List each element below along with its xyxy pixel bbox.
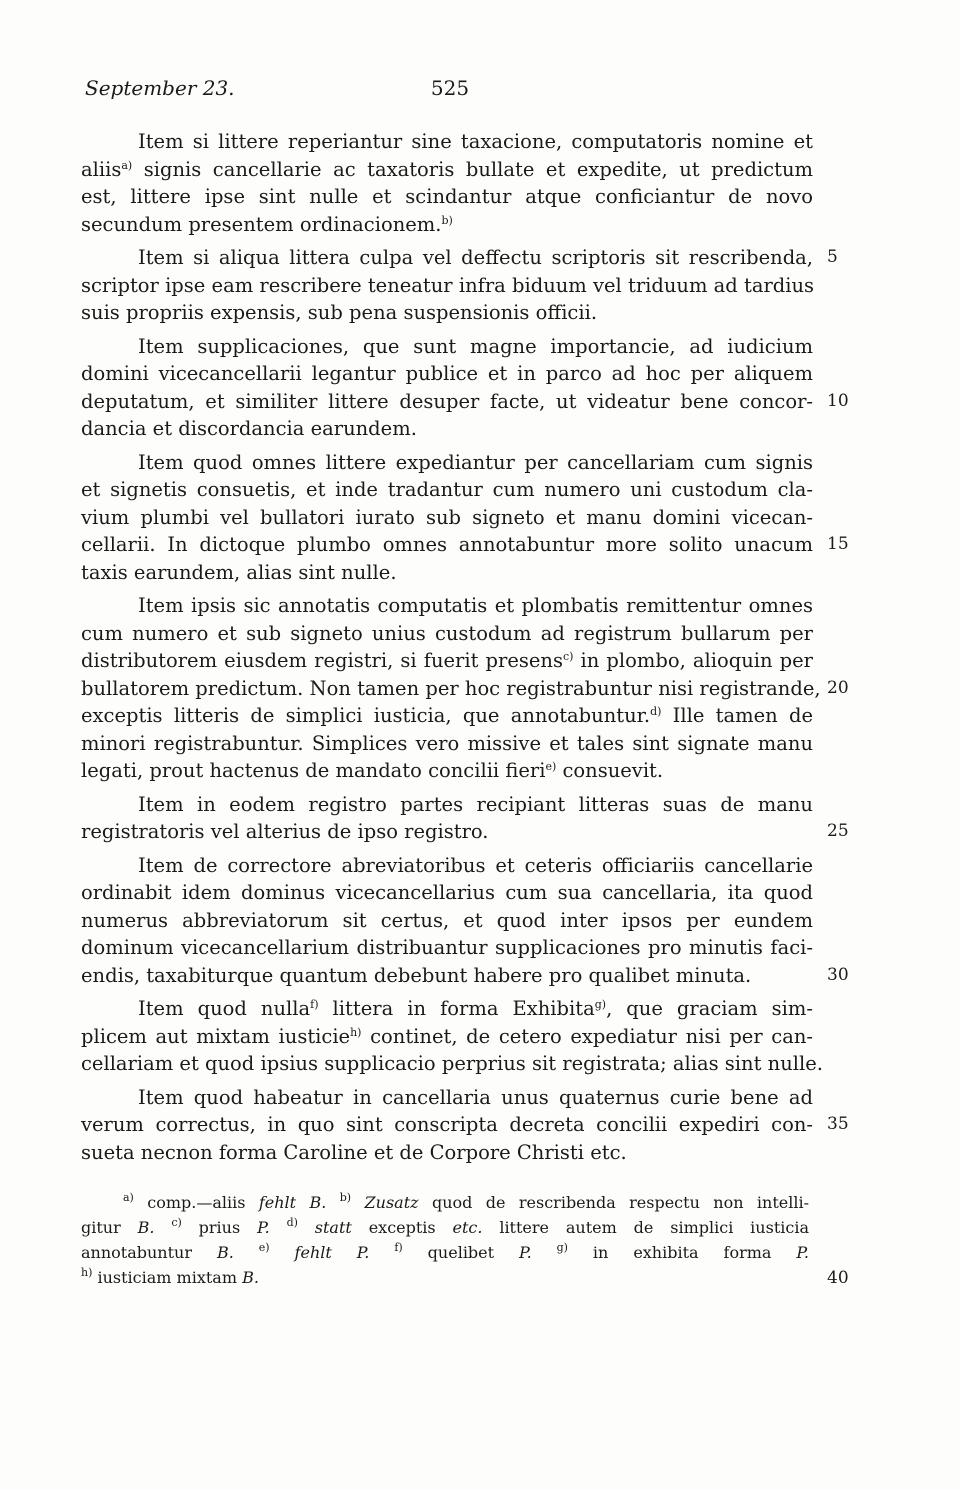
text-line: numerus abbreviatorum sit certus, et quod inter ipsos per eundem bbox=[81, 908, 813, 932]
paragraph bbox=[81, 791, 813, 846]
text-line: secundum presentem ordinacionem.$^{b)}$ bbox=[81, 212, 453, 236]
text-line: domini vicecancellarii legantur publice et in parco ad hoc per aliquem bbox=[81, 362, 813, 385]
text-line: deputatum, et similiter littere desuper facte, ut videatur bene concor- bbox=[81, 389, 813, 413]
line-number: 10 bbox=[827, 390, 849, 411]
text-line: Item supplicaciones, que sunt magne importancie, ad iudicium bbox=[138, 334, 813, 358]
italic-text: Zusatz bbox=[364, 1193, 419, 1212]
footnote-line: $^{h)}$ iusticiam mixtam B. bbox=[81, 1266, 259, 1287]
text-line: legati, prout hactenus de mandato concilii fieri$^{e)}$ consuevit. bbox=[81, 759, 664, 782]
line-number: 5 bbox=[827, 247, 838, 267]
italic-text: etc. bbox=[452, 1218, 483, 1237]
text-line: distributorem eiusdem registri, si fuerit presens$^{c)}$ in plombo, alioquin per bbox=[81, 649, 814, 672]
text-line: sueta necnon forma Caroline et de Corpore Christi etc. bbox=[81, 1140, 627, 1164]
text-line: dominum vicecancellarium distribuantur supplicaciones pro minutis faci- bbox=[81, 936, 813, 959]
paragraph bbox=[81, 128, 813, 238]
line-number: 20 bbox=[827, 677, 849, 698]
text-line: endis, taxabiturque quantum debebunt habere pro qualibet minuta. bbox=[81, 963, 752, 987]
text-line: vium plumbi vel bullatori iurato sub signeto et manu domini vicecan- bbox=[81, 505, 813, 529]
text-line: est, littere ipse sint nulle et scindantur atque conficiantur de novo bbox=[81, 185, 813, 208]
paragraph bbox=[81, 449, 813, 587]
footnote-line: gitur B. $^{c)}$ prius P. $^{d)}$ statt exceptis etc. littere autem de simplici iusticia bbox=[81, 1216, 809, 1237]
italic-text: P. bbox=[796, 1243, 810, 1262]
text-line: Item si littere reperiantur sine taxacione, computatoris nomine et bbox=[138, 130, 813, 153]
line-number: 35 bbox=[827, 1114, 849, 1134]
italic-text: fehlt B. bbox=[258, 1193, 327, 1212]
text-line: registratoris vel alterius de ipso registro. bbox=[81, 820, 489, 843]
footnote-marker: g) bbox=[556, 1241, 568, 1254]
footnote-marker: f) bbox=[394, 1241, 403, 1254]
footnote-marker: h) bbox=[350, 1025, 362, 1039]
text-line: scriptor ipse eam rescribere teneatur infra biduum vel triduum ad tardius bbox=[81, 273, 815, 297]
footnote-marker: g) bbox=[594, 998, 607, 1011]
paragraph bbox=[81, 333, 813, 443]
running-head: September 23. bbox=[85, 76, 235, 100]
italic-text: fehlt P. bbox=[294, 1243, 370, 1262]
body-text bbox=[81, 128, 823, 1166]
footnote-marker: b) bbox=[441, 213, 453, 227]
paragraph bbox=[81, 1084, 813, 1167]
text-line: Item in eodem registro partes recipiant litteras suas de manu bbox=[138, 792, 813, 816]
italic-text: P. bbox=[519, 1243, 532, 1262]
line-number: 40 bbox=[827, 1268, 849, 1288]
page-header bbox=[85, 76, 815, 106]
italic-text: P. bbox=[257, 1218, 270, 1237]
italic-text: B. bbox=[242, 1268, 259, 1287]
footnote-marker: c) bbox=[171, 1216, 182, 1229]
footnote-marker: e) bbox=[545, 760, 557, 773]
footnotes bbox=[81, 1190, 809, 1290]
footnote-marker: a) bbox=[121, 158, 133, 172]
footnote-marker: d) bbox=[650, 705, 662, 718]
paragraph bbox=[81, 592, 821, 785]
italic-text: B. bbox=[137, 1218, 155, 1237]
footnote-marker: a) bbox=[123, 1191, 134, 1204]
text-line: dancia et discordancia earundem. bbox=[81, 417, 417, 440]
text-line: suis propriis expensis, sub pena suspensionis officii. bbox=[81, 301, 598, 324]
footnote-marker: c) bbox=[563, 650, 574, 663]
footnote-marker: d) bbox=[286, 1216, 298, 1229]
text-line: Item ipsis sic annotatis computatis et plombatis remittentur omnes bbox=[138, 594, 813, 617]
footnote-marker: b) bbox=[339, 1191, 352, 1204]
text-line: aliis$^{a)}$ signis cancellarie ac taxatoris bullate et expedite, ut predictum bbox=[81, 157, 813, 181]
paragraph bbox=[81, 244, 813, 327]
text-line: Item de correctore abreviatoribus et ceteris officiariis cancellarie bbox=[138, 853, 813, 877]
footnote-line: annotabuntur B. $^{e)}$ fehlt P. $^{f)}$ quelibet P. $^{g)}$ in exhibita forma P. bbox=[81, 1241, 810, 1262]
text-line: exceptis litteris de simplici iusticia, que annotabuntur.$^{d)}$ Ille tamen de bbox=[81, 704, 814, 727]
text-line: taxis earundem, alias sint nulle. bbox=[81, 560, 397, 584]
text-line: ordinabit idem dominus vicecancellarius cum sua cancellaria, ita quod bbox=[81, 881, 813, 904]
text-line: cum numero et sub signeto unius custodum ad registrum bullarum per bbox=[81, 621, 813, 645]
line-number: 15 bbox=[827, 534, 849, 554]
paragraph bbox=[81, 852, 813, 990]
italic-text: statt bbox=[314, 1218, 352, 1237]
text-line: et signetis consuetis, et inde tradantur cum numero uni custodum cla- bbox=[81, 478, 813, 501]
line-number: 25 bbox=[827, 821, 849, 841]
footnote-marker: f) bbox=[310, 998, 319, 1011]
footnote-line: $^{a)}$ comp.—aliis fehlt B. $^{b)}$ Zusatz quod de rescribenda respectu non intelli- bbox=[123, 1191, 809, 1212]
text-line: Item quod habeatur in cancellaria unus quaternus curie bene ad bbox=[138, 1085, 813, 1109]
text-line: verum correctus, in quo sint conscripta decreta concilii expediri con- bbox=[81, 1113, 813, 1136]
footnote-marker: h) bbox=[81, 1266, 93, 1279]
page-number: 525 bbox=[430, 76, 470, 100]
text-line: Item quod nulla$^{f)}$ littera in forma Exhibita$^{g)}$, que graciam sim- bbox=[138, 997, 813, 1020]
text-line: plicem aut mixtam iusticie$^{h)}$ continet, de cetero expediatur nisi per can- bbox=[81, 1024, 813, 1048]
text-line: bullatorem predictum. Non tamen per hoc registrabuntur nisi registrande, bbox=[81, 676, 821, 700]
text-line: cellariam et quod ipsius supplicacio perprius sit registrata; alias sint nulle. bbox=[81, 1052, 823, 1075]
text-line: Item quod omnes littere expediantur per cancellariam cum signis bbox=[138, 450, 813, 474]
italic-text: B. bbox=[216, 1243, 234, 1262]
paragraph bbox=[81, 995, 823, 1078]
text-line: cellarii. In dictoque plumbo omnes annotabuntur more solito unacum bbox=[81, 533, 813, 556]
text-line: Item si aliqua littera culpa vel deffectu scriptoris sit rescribenda, bbox=[138, 246, 813, 269]
line-number: 30 bbox=[827, 964, 849, 985]
text-line: minori registrabuntur. Simplices vero missive et tales sint signate manu bbox=[81, 731, 813, 755]
footnote-marker: e) bbox=[258, 1241, 270, 1254]
